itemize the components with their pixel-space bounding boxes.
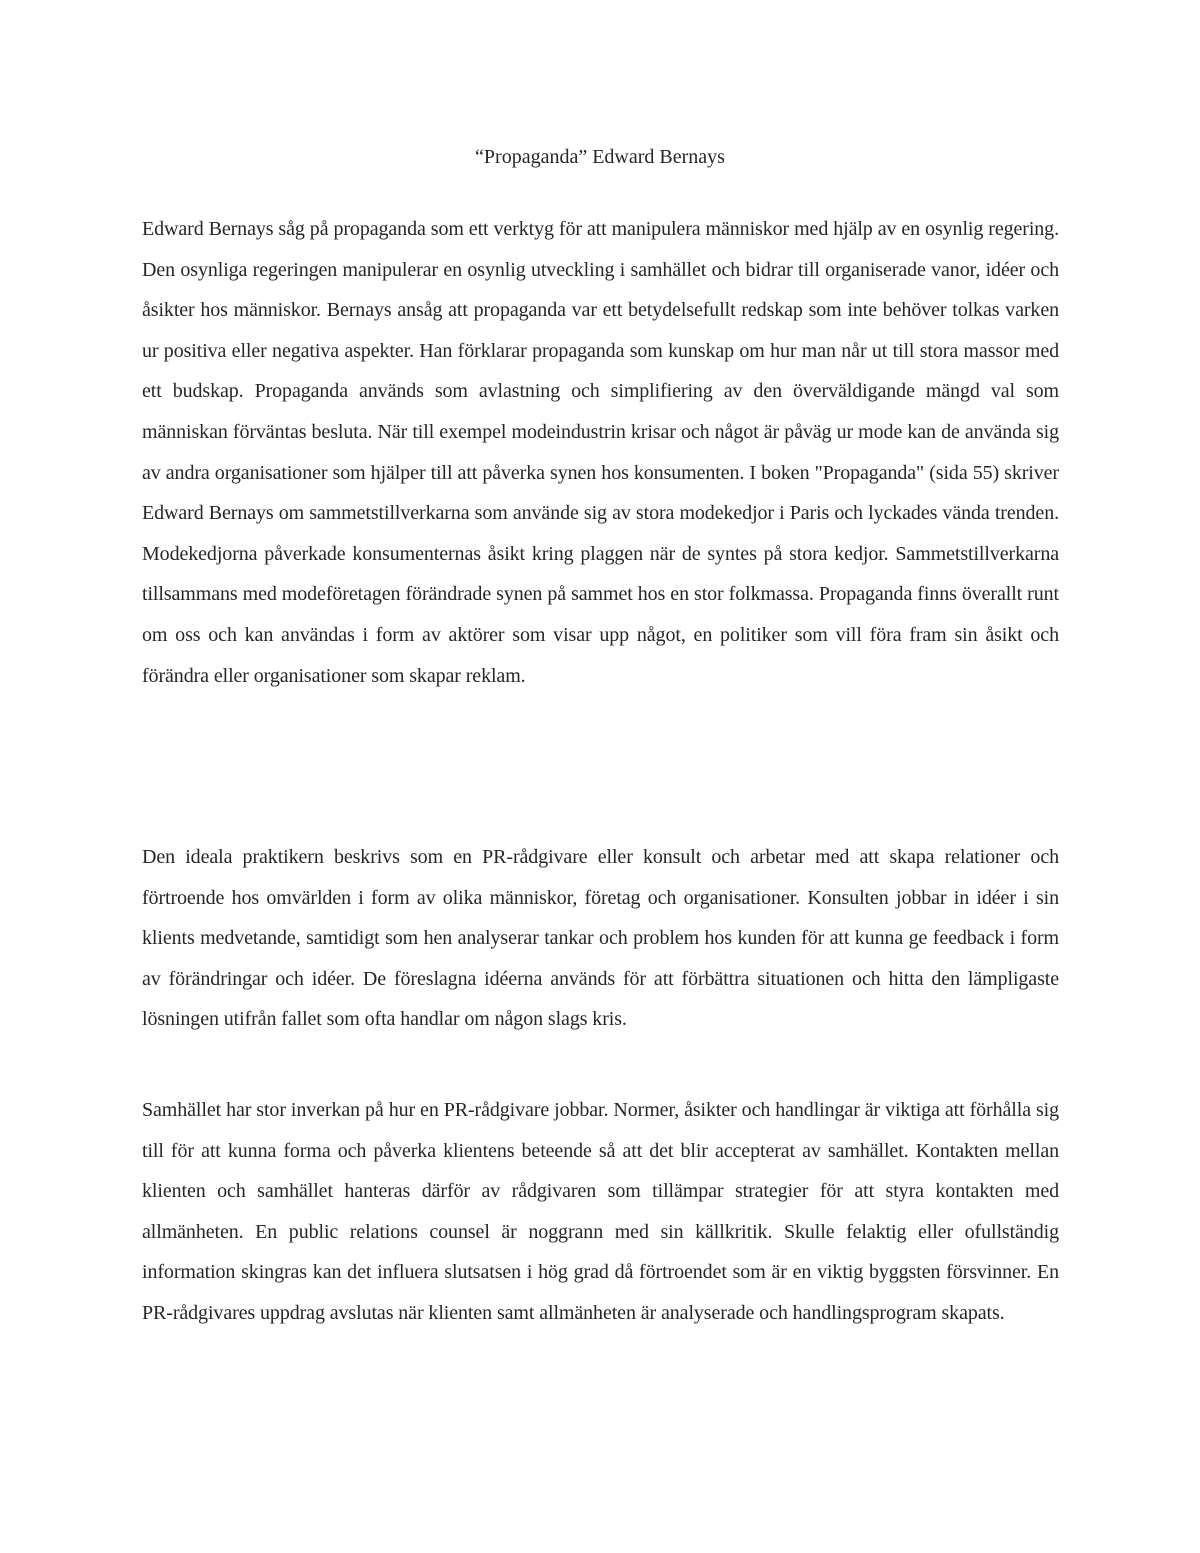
page-title: “Propaganda” Edward Bernays [475,146,725,168]
paragraph-ideal-practitioner: Den ideala praktikern beskrivs som en PR-rådgivare eller konsult och arbetar med att skapa relationer och förtroende hos omvärlden i form av olika människor, företag och organisationer. Konsulten jobbar in idéer i sin klients medvetande, samtidigt som hen analyserar tankar och problem hos kunden för att kunna ge feedback i form av förändringar och idéer. De föreslagna idéerna används för att förbättra situationen och hitta den lämpligaste lösningen utifrån fallet som ofta handlar om någon slags kris. [142,846,1059,1031]
paragraph-society-influence: Samhället har stor inverkan på hur en PR-rådgivare jobbar. Normer, åsikter och handlingar är viktiga att förhålla sig till för att kunna forma och påverka klientens beteende så att det blir accepterat av samhället. Kontakten mellan klienten och samhället hanteras därför av rådgivaren som tillämpar strategier för att styra kontakten med allmänheten. En public relations counsel är noggrann med sin källkritik. Skulle felaktig eller ofullständig information skingras kan det influera slutsatsen i hög grad då förtroendet som är en viktig byggsten försvinner. En PR-rådgivares uppdrag avslutas när klienten samt allmänheten är analyserade och handlingsprogram skapats. [142,1099,1059,1324]
paragraph-propaganda: Edward Bernays såg på propaganda som ett verktyg för att manipulera människor med hjälp av en osynlig regering. Den osynliga regeringen manipulerar en osynlig utveckling i samhället och bidrar till organiserade vanor, idéer och åsikter hos människor. Bernays ansåg att propaganda var ett betydelsefullt redskap som inte behöver tolkas varken ur positiva eller negativa aspekter. Han förklarar propaganda som kunskap om hur man når ut till stora massor med ett budskap. Propaganda används som avlastning och simplifiering av den överväldigande mängd val som människan förväntas besluta. När till exempel modeindustrin krisar och något är påväg ur mode kan de använda sig av andra organisationer som hjälper till att påverka synen hos konsumenten. I boken "Propaganda" (sida 55) skriver Edward Bernays om sammetstillverkarna som använde sig av stora modekedjor i Paris och lyckades vända trenden. Modekedjorna påverkade konsumenternas åsikt kring plaggen när de syntes på stora kedjor. Sammetstillverkarna tillsammans med modeföretagen förändrade synen på sammet hos en stor folkmassa. Propaganda finns överallt runt om oss och kan användas i form av aktörer som visar upp något, en politiker som vill föra fram sin åsikt och förändra eller organisationer som skapar reklam. [142,218,1059,687]
